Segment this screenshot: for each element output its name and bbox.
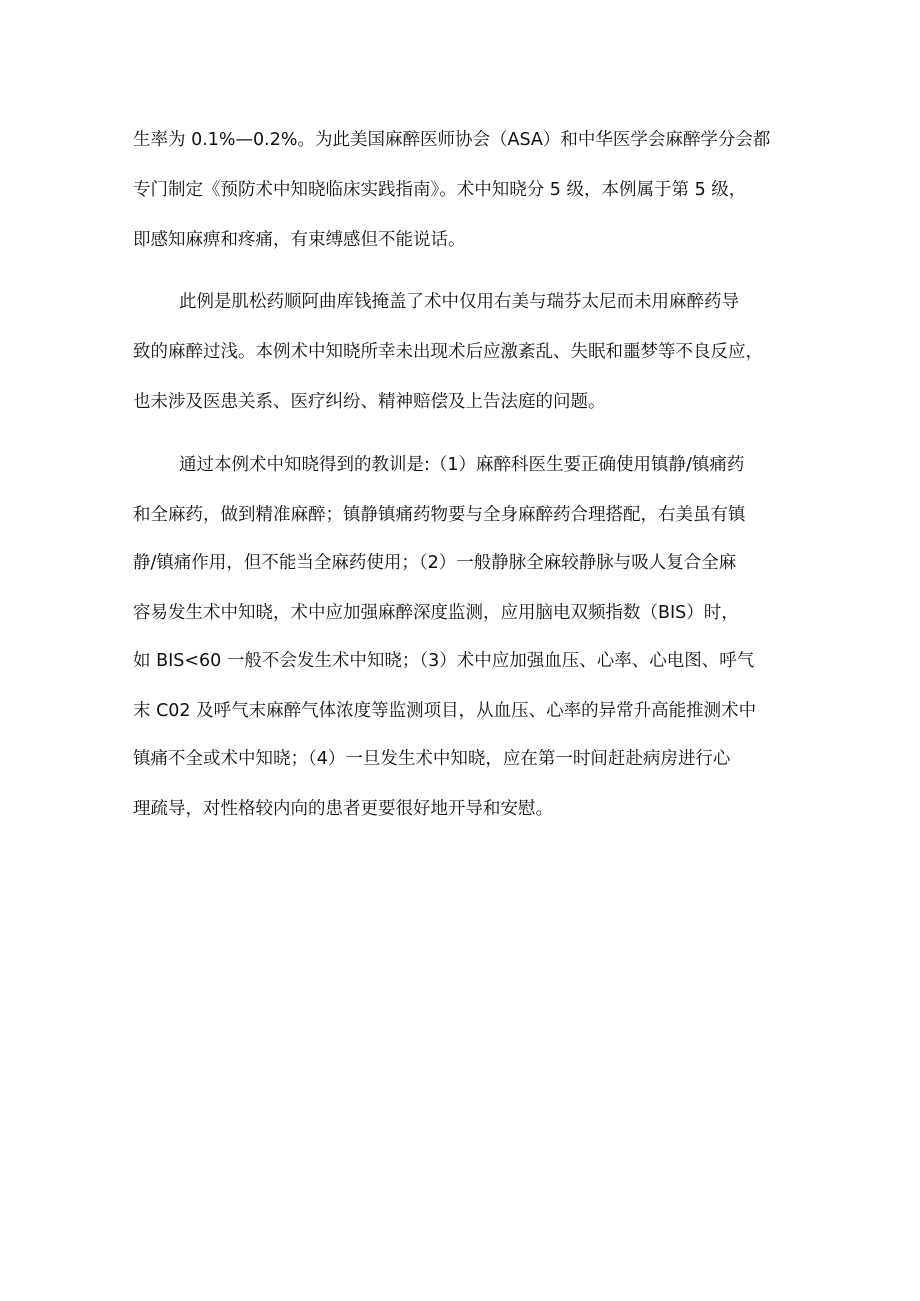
- line-text: 通过本例术中知晓得到的教训是:（1）麻醉科医生要正确使用镇静/镇痛药: [179, 455, 745, 475]
- text-line: [0, 288, 920, 316]
- line-text: 此例是肌松药顺阿曲库钱掩盖了术中仅用右美与瑞芬太尼而未用麻醉药导: [179, 292, 739, 312]
- line-text: 也未涉及医患关系、医疗纠纷、精神赔偿及上告法庭的问题。: [133, 392, 606, 412]
- line-text: 容易发生术中知晓，术中应加强麻醉深度监测，应用脑电双频指数（BIS）时，: [133, 603, 739, 623]
- text-line: [0, 226, 920, 254]
- text-line: [0, 549, 920, 577]
- line-text: 和全麻药，做到精准麻醉；镇静镇痛药物要与全身麻醉药合理搭配，右美虽有镇: [133, 505, 746, 525]
- line-text: 如 BIS<60 一般不会发生术中知晓；（3）术中应加强血压、心率、心电图、呼气: [133, 651, 755, 671]
- line-text: 末 C02 及呼气末麻醉气体浓度等监测项目，从血压、心率的异常升高能推测术中: [133, 701, 757, 721]
- text-line: [0, 745, 920, 773]
- line-text: 致的麻醉过浅。本例术中知晓所幸未出现术后应激紊乱、失眠和噩梦等不良反应，: [133, 342, 763, 362]
- text-line: [0, 501, 920, 529]
- text-line: [0, 795, 920, 823]
- line-text: 专门制定《预防术中知晓临床实践指南》。术中知晓分 5 级，本例属于第 5 级，: [133, 180, 747, 200]
- text-line: [0, 647, 920, 675]
- line-text: 即感知麻痹和疼痛，有束缚感但不能说话。: [133, 230, 466, 250]
- text-line: [0, 697, 920, 725]
- text-line: [0, 126, 920, 154]
- text-line: [0, 599, 920, 627]
- text-line: [0, 338, 920, 366]
- line-text: 生率为 0.1%—0.2%。为此美国麻醉医师协会（ASA）和中华医学会麻醉学分会都: [133, 130, 771, 150]
- text-line: [0, 176, 920, 204]
- text-line: [0, 451, 920, 479]
- line-text: 静/镇痛作用，但不能当全麻药使用；（2）一般静脉全麻较静脉与吸人复合全麻: [133, 553, 737, 573]
- line-text: 镇痛不全或术中知晓；（4）一旦发生术中知晓，应在第一时间赶赴病房进行心: [133, 749, 731, 769]
- text-line: [0, 388, 920, 416]
- line-text: 理疏导，对性格较内向的患者更要很好地开导和安慰。: [133, 799, 553, 819]
